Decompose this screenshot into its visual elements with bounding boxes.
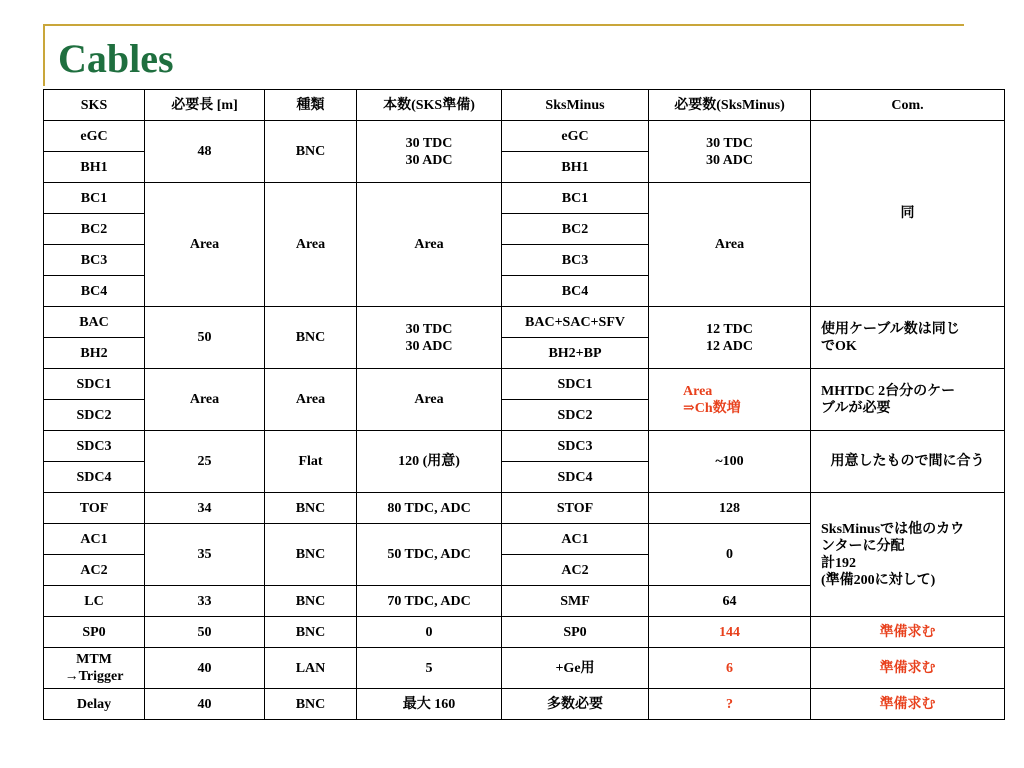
cell-length: 33 (145, 586, 265, 617)
cell-required: Area (649, 183, 811, 307)
cell-required (649, 369, 811, 431)
cell-length: 50 (145, 307, 265, 369)
cell-count: 80 TDC, ADC (357, 493, 502, 524)
cell-comment: 同 (811, 121, 1005, 307)
cell-length: 40 (145, 648, 265, 689)
cell-required: 128 (649, 493, 811, 524)
cell-count: 50 TDC, ADC (357, 524, 502, 586)
cell-type: Area (265, 183, 357, 307)
cell-line: 30 ADC (405, 152, 453, 168)
cell-line: Area (683, 383, 713, 399)
cell-required: ~100 (649, 431, 811, 493)
cell-line: 計192 (821, 555, 856, 571)
cell-minus: SMF (502, 586, 649, 617)
cell-line: 使用ケーブル数は同じ (821, 321, 960, 337)
cell-sks: eGC (44, 121, 145, 152)
cell-comment (811, 307, 1005, 369)
header-comment: Com. (811, 90, 1005, 121)
cell-line: 30 TDC (706, 135, 753, 151)
cell-minus: +Ge用 (502, 648, 649, 689)
cell-minus: STOF (502, 493, 649, 524)
cell-sks: BC4 (44, 276, 145, 307)
cell-count: 最大 160 (357, 689, 502, 720)
accent-line-left (43, 24, 45, 86)
cell-line: でOK (821, 338, 857, 354)
cell-minus: BAC+SAC+SFV (502, 307, 649, 338)
cell-comment (811, 493, 1005, 617)
cell-length: 50 (145, 617, 265, 648)
cell-length: Area (145, 369, 265, 431)
cell-sks: SDC2 (44, 400, 145, 431)
cell-count: Area (357, 369, 502, 431)
cell-minus: AC2 (502, 555, 649, 586)
cell-minus: SDC3 (502, 431, 649, 462)
cell-sks: LC (44, 586, 145, 617)
cell-sks (44, 648, 145, 689)
cell-length: 40 (145, 689, 265, 720)
cell-sks: BH1 (44, 152, 145, 183)
cell-minus: eGC (502, 121, 649, 152)
cell-line: 30 TDC (405, 321, 453, 337)
table-row (44, 121, 1005, 152)
header-sks: SKS (44, 90, 145, 121)
cell-line: MHTDC 2台分のケー (821, 383, 956, 399)
cell-required (649, 307, 811, 369)
cell-sks: SDC1 (44, 369, 145, 400)
cell-required: 64 (649, 586, 811, 617)
cell-required: 6 (649, 648, 811, 689)
cell-minus: SDC1 (502, 369, 649, 400)
cell-line: ンターに分配 (821, 538, 905, 554)
cell-sks: AC1 (44, 524, 145, 555)
cell-count: Area (357, 183, 502, 307)
cell-comment: 準備求む (811, 648, 1005, 689)
cell-minus: SP0 (502, 617, 649, 648)
cell-line: 12 TDC (706, 321, 753, 337)
cell-type: BNC (265, 689, 357, 720)
table-row (44, 307, 1005, 338)
cell-sks: AC2 (44, 555, 145, 586)
cell-comment: 準備求む (811, 617, 1005, 648)
cell-count (357, 121, 502, 183)
cell-required (649, 121, 811, 183)
cell-sks: BAC (44, 307, 145, 338)
table-row (44, 648, 1005, 689)
cell-line: SksMinusでは他のカウ (821, 521, 965, 537)
cell-length: 48 (145, 121, 265, 183)
cell-type: BNC (265, 307, 357, 369)
header-sksminus: SksMinus (502, 90, 649, 121)
cell-type: LAN (265, 648, 357, 689)
header-row (44, 90, 1005, 121)
cell-minus: BC4 (502, 276, 649, 307)
cell-count: 120 (用意) (357, 431, 502, 493)
cell-length: 34 (145, 493, 265, 524)
cell-sks: SP0 (44, 617, 145, 648)
cell-sks: TOF (44, 493, 145, 524)
table-row (44, 493, 1005, 524)
cell-length: 35 (145, 524, 265, 586)
cell-required: 144 (649, 617, 811, 648)
cell-sks: BC1 (44, 183, 145, 214)
cell-comment: 準備求む (811, 689, 1005, 720)
cell-minus: BC1 (502, 183, 649, 214)
cell-sks: BC2 (44, 214, 145, 245)
cell-comment: 用意したもので間に合う (811, 431, 1005, 493)
cell-type: BNC (265, 493, 357, 524)
cell-required: 0 (649, 524, 811, 586)
cell-minus: BC2 (502, 214, 649, 245)
table-row (44, 689, 1005, 720)
cell-count (357, 307, 502, 369)
cell-line: 30 ADC (405, 338, 453, 354)
cell-minus: BH2+BP (502, 338, 649, 369)
cell-count: 5 (357, 648, 502, 689)
cell-line: 30 TDC (405, 135, 453, 151)
cell-required: ? (649, 689, 811, 720)
cell-line: 12 ADC (705, 338, 754, 354)
cell-sks: Delay (44, 689, 145, 720)
cell-minus: SDC4 (502, 462, 649, 493)
cell-type: BNC (265, 524, 357, 586)
cell-type: Flat (265, 431, 357, 493)
cell-type: BNC (265, 586, 357, 617)
cell-line: (準備200に対して) (821, 572, 936, 588)
cell-type: BNC (265, 617, 357, 648)
cables-table (43, 89, 1005, 720)
cell-length: 25 (145, 431, 265, 493)
cell-minus: AC1 (502, 524, 649, 555)
table-row (44, 431, 1005, 462)
cell-comment (811, 369, 1005, 431)
cell-sks: BH2 (44, 338, 145, 369)
cell-line: 30 ADC (705, 152, 754, 168)
cell-count: 70 TDC, ADC (357, 586, 502, 617)
cell-type: BNC (265, 121, 357, 183)
cell-line: ブルが必要 (821, 400, 891, 416)
cell-sks: SDC3 (44, 431, 145, 462)
page-title: Cables (58, 36, 174, 81)
table-row (44, 617, 1005, 648)
header-required: 必要数(SksMinus) (649, 90, 811, 121)
header-length: 必要長 [m] (145, 90, 265, 121)
cell-line: ⇒Ch数増 (683, 400, 741, 416)
header-type: 種類 (265, 90, 357, 121)
cell-count: 0 (357, 617, 502, 648)
cell-minus: SDC2 (502, 400, 649, 431)
cell-line: MTM (76, 652, 112, 667)
cell-sks: BC3 (44, 245, 145, 276)
cell-minus: 多数必要 (502, 689, 649, 720)
cell-type: Area (265, 369, 357, 431)
cell-sks: SDC4 (44, 462, 145, 493)
table-row (44, 369, 1005, 400)
cell-line: →Trigger (64, 669, 124, 684)
cell-minus: BC3 (502, 245, 649, 276)
cell-minus: BH1 (502, 152, 649, 183)
cell-length: Area (145, 183, 265, 307)
accent-line-top (43, 24, 964, 26)
header-count-sks: 本数(SKS準備) (357, 90, 502, 121)
